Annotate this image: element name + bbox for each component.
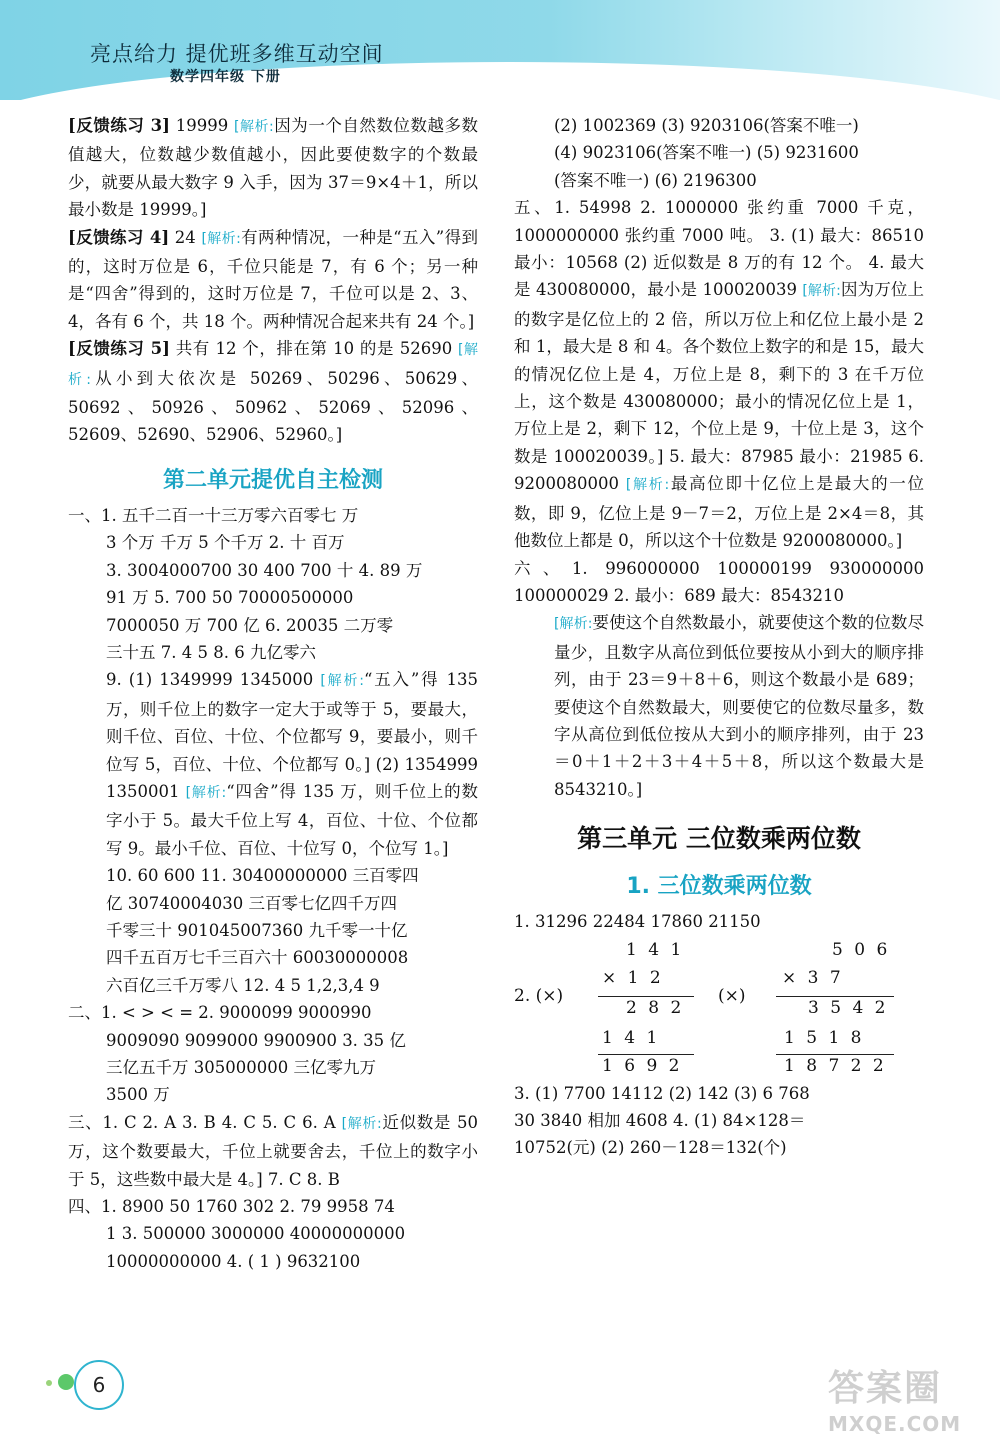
decor-dot-small <box>46 1380 52 1386</box>
answer-line: 10. 60 600 11. 30400000000 三百零四 <box>106 866 419 886</box>
answer-line: 91 万 5. 700 50 70000500000 <box>106 588 354 608</box>
calc1-row: 2 8 2 <box>626 997 685 1018</box>
calc1-row: 1 4 1 <box>602 1027 661 1048</box>
section-title-unit2: 第二单元提优自主检测 <box>162 467 383 493</box>
unit-title: 第三单元 三位数乘两位数 <box>577 824 861 854</box>
answer-q6-analysis: [解析:要使这个自然数最小，就要使这个数的位数尽量少，且数字从高位到低位要按从小到大的顺序排列，由于 23＝9＋8＋6，则这个数最小是 689；要使这个自然数最大，则要使它的位数尽量多，数字从高位到低位按从大到小的顺序排列，由于 23＝0＋1＋2＋3＋4＋5＋8，所以这个数最大是 8543210。] <box>554 613 924 799</box>
answer-line: 亿 30740004030 三百零七亿四千万四 <box>106 893 397 913</box>
answer-line: 30 3840 相加 4608 4. (1) 84×128＝ <box>514 1110 806 1130</box>
answer-line: (4) 9023106(答案不唯一) (5) 9231600 <box>554 143 859 163</box>
calc2-row: 5 0 6 <box>832 939 891 960</box>
answer-line: 1 3. 500000 3000000 40000000000 <box>106 1224 406 1244</box>
answer-line: 3500 万 <box>106 1085 170 1105</box>
answer-line: 一、1. 五千二百一十三万零六百零七 万 <box>68 505 359 525</box>
answer-q3: 三、1. C 2. A 3. B 4. C 5. C 6. A [解析:近似数是 50 万，这个数要最大，千位上就要舍去，千位上的数字小于 5，这些数中最大是 4。] 7. C 8. B <box>68 1112 478 1189</box>
lesson-title: 1. 三位数乘两位数 <box>626 874 812 900</box>
calc1-row: × 1 2 <box>602 967 664 988</box>
answer-line: 3. (1) 7700 14112 (2) 142 (3) 6 768 <box>514 1083 810 1103</box>
answer-line: 四千五百万七千三百六十 60030000008 <box>106 948 409 968</box>
watermark-text: 答案圈 <box>828 1368 943 1409</box>
vertical-calculations <box>514 940 924 1080</box>
page-number: 6 <box>74 1360 124 1410</box>
answer-line: 千零三十 901045007360 九千零一十亿 <box>106 920 408 940</box>
feedback-5: [反馈练习 5] 共有 12 个，排在第 10 的是 52690 [解析:从小到大依次是 50269、50296、50629、50692、50926、50962、52069、52096、52609、52690、52906、52960。] <box>68 339 479 445</box>
feedback-4: [反馈练习 4] 24 [解析:有两种情况，一种是“五入”得到的，这时万位是 6，千位只能是 7，有 6 个；另一种是“四舍”得到的，这时万位是 7，千位可以是 2、3、4，各有 6 个，共 18 个。两种情况合起来共有 24 个。] <box>68 227 478 331</box>
page-header <box>0 0 1000 100</box>
answer-line: 三亿五千万 305000000 三亿零九万 <box>106 1058 376 1077</box>
left-column <box>68 112 478 1275</box>
calc2-row: 3 5 4 2 <box>808 997 889 1018</box>
answer-q5: 五、1. 54998 2. 1000000 张约重 7000 千克，1000000000 张约重 7000 吨。 3. (1) 最大：86510 最小：10568 (2) 近似数是 8 万的有 12 个。 4. 最大是 430080000，最小是 100020039 [解析:因为万位上的数字是亿位上的 2 倍，所以万位上和亿位上最小是 2 和 1，最大是 8 和 4。各个数位上数字的和是 15，最大的情况亿位上是 4，万位上是 8，剩下的 3 在千万位上，这个数是 430080000；最小的情况亿位上是 1，万位上是 2，剩下 12，个位上是 9，十位上是 3，这个数是 100020039。] 5. 最大：87985 最小：21985 6. 9200080000 [解析:最高位即十亿位上是最大的一位数，即 9，亿位上是 9－7＝2，万位上是 2×4＝8，其他数位上都是 0，所以这个十位数是 9200080000。] <box>514 198 924 551</box>
answer-line: 四、1. 8900 50 1760 302 2. 79 9958 74 <box>68 1197 395 1217</box>
answer-line: 二、1. < > < = 2. 9000099 9000990 <box>68 1003 372 1023</box>
answer-line: 10752(元) (2) 260－128＝132(个) <box>514 1138 787 1158</box>
calc1-row: 1 4 1 <box>626 939 685 960</box>
calc2-row: 1 5 1 8 <box>784 1027 865 1048</box>
feedback-3: [反馈练习 3] 19999 [解析:因为一个自然数位数越多数值越大，位数越少数值越小，因此要使数字的个数最少，就要从最大数字 9 入手，因为 37＝9×4＋1，所以最小数是 19999。] <box>68 116 479 220</box>
calc1-row: 1 6 9 2 <box>602 1055 683 1076</box>
answer-line: 3. 3004000700 30 400 700 十 4. 89 万 <box>106 560 423 580</box>
book-title: 亮点给力 提优班多维互动空间 <box>90 42 384 66</box>
watermark <box>818 1356 988 1446</box>
answer-q9: 9. (1) 1349999 1345000 [解析:“五入”得 135 万，则千位上的数字一定大于或等于 5，要最大，则千位、百位、十位、个位都写 9，要最小，则千位写 5，百位、十位、个位都写 0。] (2) 1354999 1350001 [解析:“四舍”得 135 万，则千位上的数字小于 5。最大千位上写 4，百位、十位、个位都写 9。最小千位、百位、十位写 0，个位写 1。] <box>106 670 479 858</box>
decor-dot <box>58 1374 74 1390</box>
calc2-row: × 3 7 <box>782 967 844 988</box>
answer-line: (2) 1002369 (3) 9203106(答案不唯一) <box>554 116 859 135</box>
answer-line: 三十五 7. 4 5 8. 6 九亿零六 <box>106 642 316 662</box>
book-subtitle: 数学四年级 下册 <box>170 69 281 85</box>
right-column <box>514 112 924 1162</box>
calc2-row: 1 8 7 2 2 <box>784 1055 887 1076</box>
answer-line: 10000000000 4. ( 1 ) 9632100 <box>106 1251 361 1271</box>
answer-line: 1. 31296 22484 17860 21150 <box>514 912 761 932</box>
answer-line: 六百亿三千万零八 12. 4 5 1,2,3,4 9 <box>106 975 380 995</box>
answer-line: (答案不唯一) (6) 2196300 <box>554 170 757 190</box>
calc-label: (×) <box>718 985 746 1006</box>
watermark-url: MXQE.COM <box>828 1412 962 1436</box>
answer-line: 9009090 9099000 9900900 3. 35 亿 <box>106 1030 406 1050</box>
answer-q6: 六、1. 996000000 100000199 930000000 100000029 2. 最小：689 最大：8543210 <box>514 558 924 605</box>
answer-line: 7000050 万 700 亿 6. 20035 二万零 <box>106 615 394 635</box>
answer-line: 3 个万 千万 5 个千万 2. 十 百万 <box>106 533 345 553</box>
calc-label: 2. (×) <box>514 985 564 1006</box>
